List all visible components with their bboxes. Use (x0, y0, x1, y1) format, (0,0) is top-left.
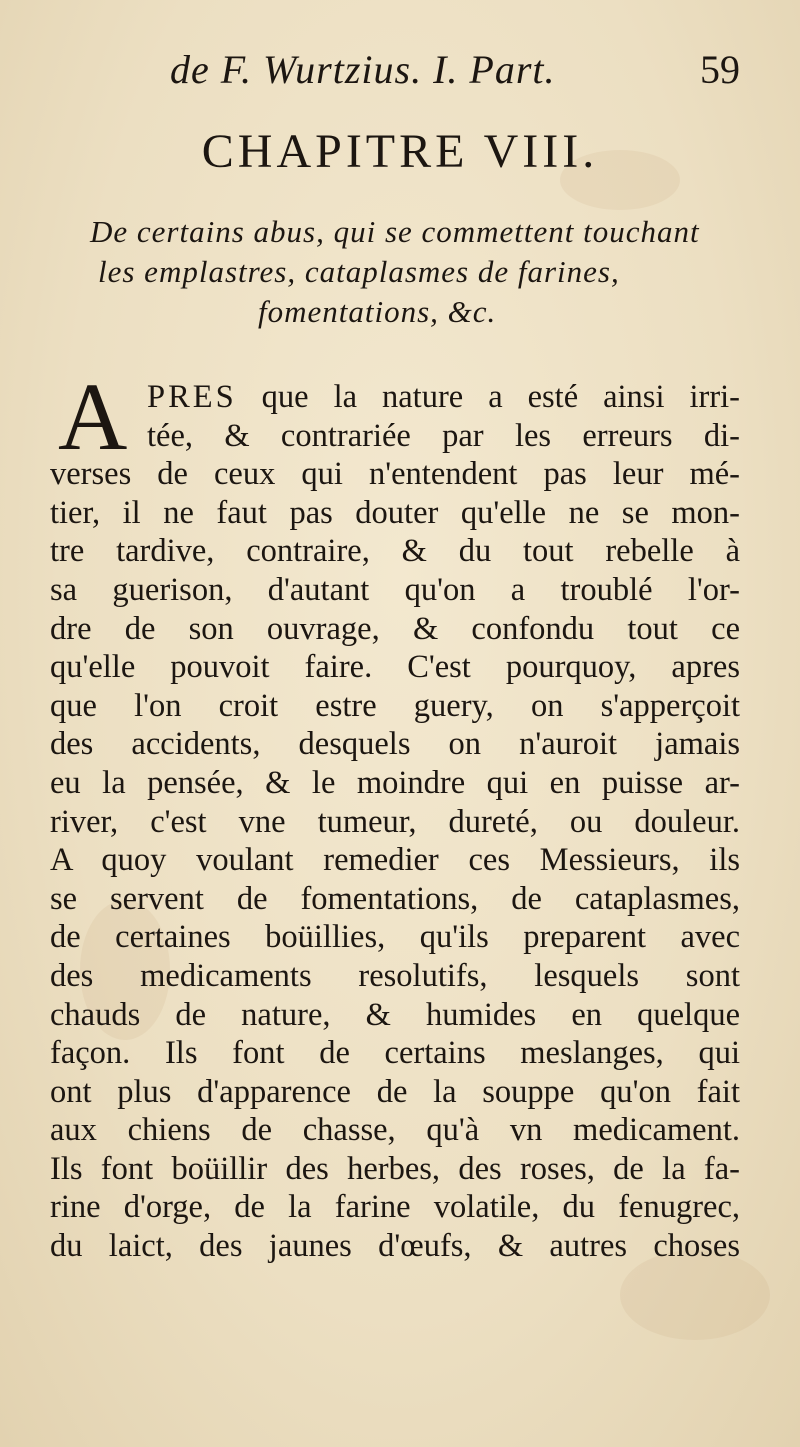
text-line: tre tardive, contraire, & du tout rebelle à (50, 533, 740, 570)
text-line: verses de ceux qui n'entendent pas leur mé- (50, 456, 740, 493)
text-line: tier, il ne faut pas douter qu'elle ne se mon- (50, 494, 740, 531)
running-head (170, 40, 740, 100)
text-line: aux chiens de chasse, qu'à vn medicament. (50, 1112, 740, 1149)
text-line: façon. Ils font de certains meslanges, qui (50, 1035, 740, 1072)
body-paragraph (50, 378, 740, 1266)
subtitle-line: fomentations, &c. (258, 294, 497, 329)
text-line-rest: que la nature a esté ainsi irri- (236, 379, 740, 415)
chapter-title: CHAPITRE VIII. (201, 125, 599, 178)
text-line: dre de son ouvrage, & confondu tout ce (50, 610, 740, 647)
text-line: du laict, des jaunes d'œufs, & autres choses (50, 1228, 740, 1265)
text-line: rine d'orge, de la farine volatile, du fenugrec, (50, 1189, 740, 1226)
lead-word: PRES (147, 379, 237, 415)
text-line: qu'elle pouvoit faire. C'est pourquoy, apres (50, 649, 740, 686)
page-number: 59 (700, 47, 740, 92)
text-line: sa guerison, d'autant qu'on a troublé l'or- (50, 571, 740, 608)
text-line: river, c'est vne tumeur, dureté, ou douleur. (50, 803, 740, 840)
text-line: des accidents, desquels on n'auroit jamais (50, 726, 740, 763)
text-line: ont plus d'apparence de la souppe qu'on fait (50, 1073, 740, 1110)
text-line: chauds de nature, & humides en quelque (50, 996, 740, 1033)
text-line: des medicaments resolutifs, lesquels sont (50, 957, 740, 994)
text-line: A quoy voulant remedier ces Messieurs, ils (50, 842, 740, 879)
chapter-subtitle (90, 212, 750, 332)
text-line: de certaines boüillies, qu'ils preparent avec (50, 919, 740, 956)
subtitle-line: les emplastres, cataplasmes de farines, (98, 254, 620, 289)
text-line: que l'on croit estre guery, on s'apperçoit (50, 687, 740, 724)
subtitle-line: De certains abus, qui se commettent touchant (90, 214, 700, 249)
text-line: se servent de fomentations, de cataplasmes, (50, 880, 740, 917)
running-head-title: de F. Wurtzius. I. Part. (170, 47, 556, 92)
text-line: eu la pensée, & le moindre qui en puisse ar- (50, 764, 740, 801)
text-line (50, 378, 740, 417)
text-line: Ils font boüillir des herbes, des roses, de la fa- (50, 1150, 740, 1187)
text-line: tée, & contrariée par les erreurs di- (147, 417, 740, 454)
drop-cap: A (58, 363, 128, 470)
